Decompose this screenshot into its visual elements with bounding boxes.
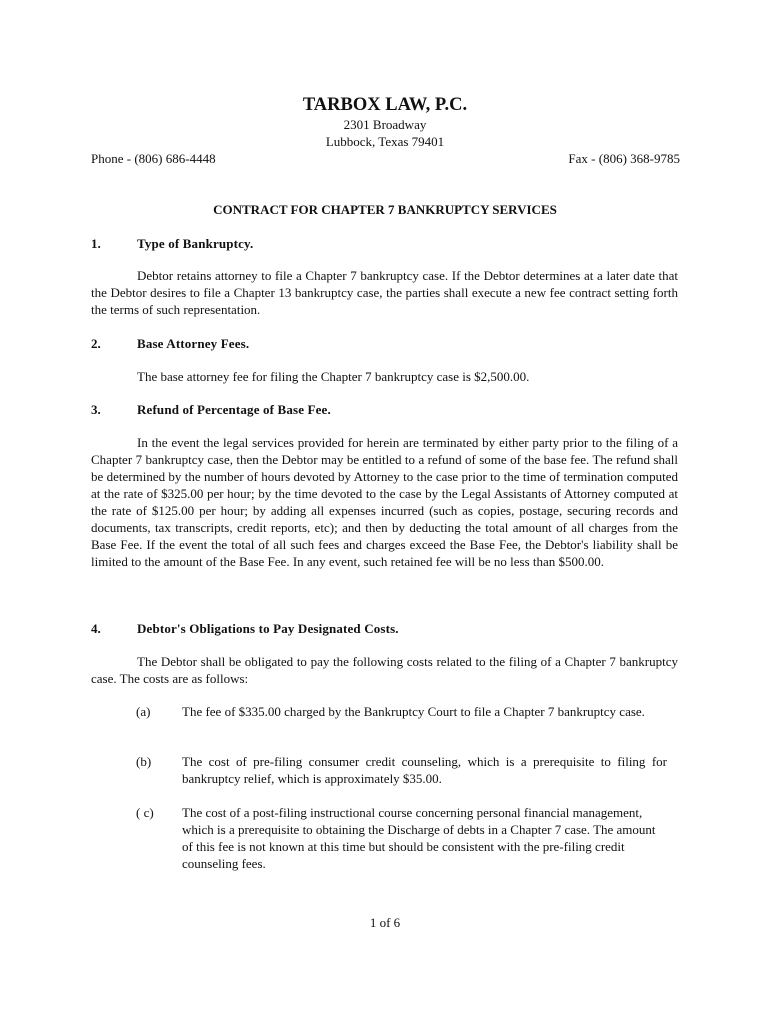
firm-name: TARBOX LAW, P.C. [302, 95, 468, 115]
phone-number: Phone - (806) 686-4448 [91, 151, 216, 166]
page-number: 1 of 6 [369, 915, 401, 930]
section-4-title: Debtor's Obligations to Pay Designated Costs. [137, 621, 399, 636]
cost-item-c-text: The cost of a post-filing instructional course concerning personal financial management, which is a prerequisite to obtaining the Discharge of debts in a Chapter 7 case. The amount of this fee is not known at this time but should be consistent with the pre-filing credit counseling fees. [182, 805, 656, 871]
cost-item-c-label: ( c) [136, 805, 154, 820]
fax-number: Fax - (806) 368-9785 [568, 151, 680, 166]
address-line-1: 2301 Broadway [343, 117, 427, 132]
section-1-number: 1. [91, 236, 101, 251]
section-2-title: Base Attorney Fees. [137, 336, 250, 351]
section-4-number: 4. [91, 621, 101, 636]
section-1-text: Debtor retains attorney to file a Chapter 7 bankruptcy case. If the Debtor determines at a later date that the Debtor desires to file a Chapter 13 bankruptcy case, the parties shall execute a new fee contract setting forth the terms of such representation. [91, 268, 678, 317]
section-4-text: The Debtor shall be obligated to pay the following costs related to the filing of a Chapter 7 bankruptcy case. The costs are as follows: [91, 654, 678, 686]
section-3-text: In the event the legal services provided for herein are terminated by either party prior to the filing of a Chapter 7 bankruptcy case, then the Debtor may be entitled to a refund of some of the base fee. The refund shall be determined by the number of hours devoted by Attorney to the case prior to the time of termination computed at the rate of $325.00 per hour; by the time devoted to the case by the Legal Assistants of Attorney computed at the rate of $125.00 per hour; by adding all expenses incurred (such as copies, postage, securing records and documents, tax transcripts, credit reports, etc); and then by deducting the total amount of all charges from the Base Fee. If the event the total of all such fees and charges exceed the Base Fee, the Debtor's liability shall be limited to the amount of the Base Fee. In any event, such retained fee will be no less than $500.00. [91, 435, 678, 569]
section-3-number: 3. [91, 402, 101, 417]
cost-item-a-text: The fee of $335.00 charged by the Bankruptcy Court to file a Chapter 7 bankruptcy case. [182, 704, 645, 719]
section-2-text: The base attorney fee for filing the Chapter 7 bankruptcy case is $2,500.00. [137, 369, 530, 384]
cost-item-a-label: (a) [136, 704, 151, 719]
section-2-number: 2. [91, 336, 101, 351]
cost-item-b-text: The cost of pre-filing consumer credit counseling, which is a prerequisite to filing for bankruptcy relief, which is approximately $35.00. [182, 754, 667, 786]
contract-title: CONTRACT FOR CHAPTER 7 BANKRUPTCY SERVICES [213, 202, 557, 217]
cost-item-b-label: (b) [136, 754, 152, 769]
section-3-title: Refund of Percentage of Base Fee. [137, 402, 331, 417]
section-1-title: Type of Bankruptcy. [137, 236, 254, 251]
address-line-2: Lubbock, Texas 79401 [325, 134, 445, 149]
